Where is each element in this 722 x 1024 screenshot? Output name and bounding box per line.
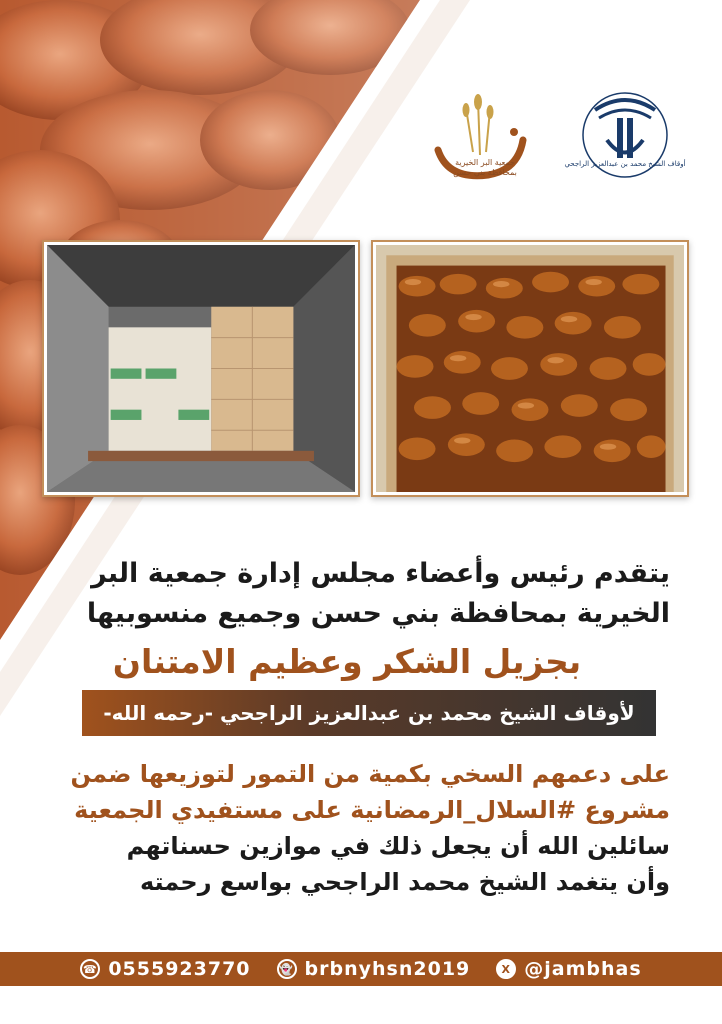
awqaf-alrajhi-logo-label: أوقاف الشيخ محمد بن عبدالعزيز الراجحي	[564, 160, 686, 168]
recipient-banner: لأوقاف الشيخ محمد بن عبدالعزيز الراجحي -رحمه الله-	[82, 690, 656, 736]
phone-number: 0555923770	[108, 958, 251, 980]
message-line-1: يتقدم رئيس وأعضاء مجلس إدارة جمعية البر	[91, 558, 670, 589]
message-paragraph-3: سائلين الله أن يجعل ذلك في موازين حسناتهم	[126, 832, 670, 860]
x-twitter-icon: X	[496, 959, 516, 979]
message-paragraph-1: على دعمهم السخي بكمية من التمور لتوزيعها ضمن	[70, 760, 670, 788]
phone-icon: ☎	[80, 959, 100, 979]
truck-cargo-photo	[42, 240, 360, 497]
dates-box-photo	[371, 240, 689, 497]
message-paragraph-2: مشروع #السلال_الرمضانية على مستفيدي الجمعية	[74, 796, 670, 824]
thanks-headline: بجزيل الشكر وعظيم الامتنان	[112, 642, 582, 681]
message-paragraph-4: وأن يتغمد الشيخ محمد الراجحي بواسع رحمته	[139, 868, 670, 896]
twitter-contact[interactable]	[496, 958, 641, 980]
snapchat-icon: 👻	[277, 959, 297, 979]
twitter-handle: @jambhas	[524, 958, 642, 980]
snapchat-contact[interactable]	[277, 958, 471, 980]
message-line-2: الخيرية بمحافظة بني حسن وجميع منسوبيها	[86, 598, 670, 629]
awqaf-alrajhi-logo	[565, 80, 685, 190]
contact-footer	[0, 952, 722, 986]
phone-contact[interactable]	[80, 958, 250, 980]
snapchat-handle: brbnyhsn2019	[304, 958, 471, 980]
bottom-white-strip	[0, 1000, 722, 1024]
charity-association-logo-label: جمعية البر الخيرية بمحافظة بني حسن	[453, 158, 517, 177]
